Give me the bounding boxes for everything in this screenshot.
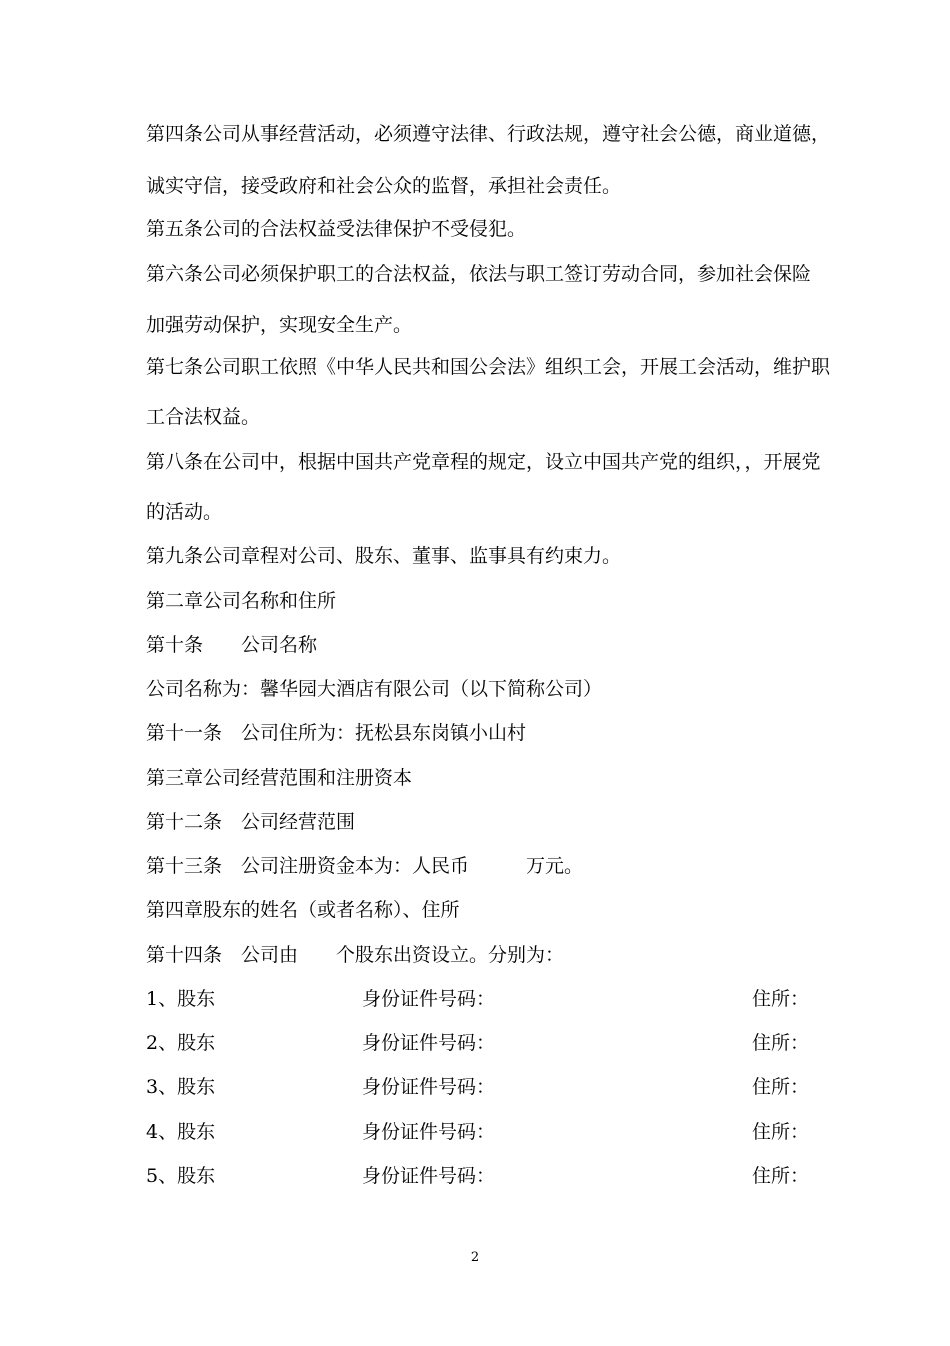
article-6-line-2: 加强劳动保护，实现安全生产。	[146, 314, 413, 336]
article-5: 第五条公司的合法权益受法律保护不受侵犯。	[146, 218, 527, 240]
id-number-label: 身份证件号码：	[362, 1121, 496, 1143]
chapter-4-heading: 第四章股东的姓名（或者名称）、住所	[146, 899, 460, 921]
address-label: 住所：	[752, 1032, 810, 1054]
address-label: 住所：	[752, 988, 810, 1010]
article-10: 第十条 公司名称	[146, 634, 318, 656]
article-7-line-1: 第七条公司职工依照《中华人民共和国公会法》组织工会，开展工会活动，维护职	[146, 356, 831, 378]
article-12: 第十二条 公司经营范围	[146, 811, 356, 833]
article-8-line-1: 第八条在公司中，根据中国共产党章程的规定，设立中国共产党的组织，，开展党	[146, 451, 821, 473]
article-14: 第十四条 公司由 个股东出资设立。分别为：	[146, 944, 565, 966]
shareholder-label: 2、股东	[146, 1032, 216, 1054]
shareholder-label: 4、股东	[146, 1121, 216, 1143]
shareholder-label: 5、股东	[146, 1165, 216, 1187]
article-13: 第十三条 公司注册资金本为：人民币 万元。	[146, 855, 584, 877]
article-4-line-2: 诚实守信，接受政府和社会公众的监督，承担社会责任。	[146, 175, 622, 197]
company-name: 公司名称为：馨华园大酒店有限公司（以下简称公司）	[146, 678, 603, 700]
article-9: 第九条公司章程对公司、股东、董事、监事具有约束力。	[146, 545, 622, 567]
address-label: 住所：	[752, 1165, 810, 1187]
id-number-label: 身份证件号码：	[362, 1165, 496, 1187]
id-number-label: 身份证件号码：	[362, 1032, 496, 1054]
id-number-label: 身份证件号码：	[362, 988, 496, 1010]
article-11: 第十一条 公司住所为：抚松县东岗镇小山村	[146, 722, 527, 744]
article-4-line-1: 第四条公司从事经营活动，必须遵守法律、行政法规，遵守社会公德，商业道德，	[146, 123, 831, 145]
address-label: 住所：	[752, 1121, 810, 1143]
shareholder-label: 1、股东	[146, 988, 216, 1010]
article-8-line-2: 的活动。	[146, 501, 223, 523]
shareholder-label: 3、股东	[146, 1076, 216, 1098]
article-7-line-2: 工合法权益。	[146, 406, 261, 428]
chapter-3-heading: 第三章公司经营范围和注册资本	[146, 767, 413, 789]
article-6-line-1: 第六条公司必须保护职工的合法权益，依法与职工签订劳动合同，参加社会保险	[146, 263, 812, 285]
page-number: 2	[470, 1250, 480, 1265]
id-number-label: 身份证件号码：	[362, 1076, 496, 1098]
chapter-2-heading: 第二章公司名称和住所	[146, 590, 337, 612]
address-label: 住所：	[752, 1076, 810, 1098]
